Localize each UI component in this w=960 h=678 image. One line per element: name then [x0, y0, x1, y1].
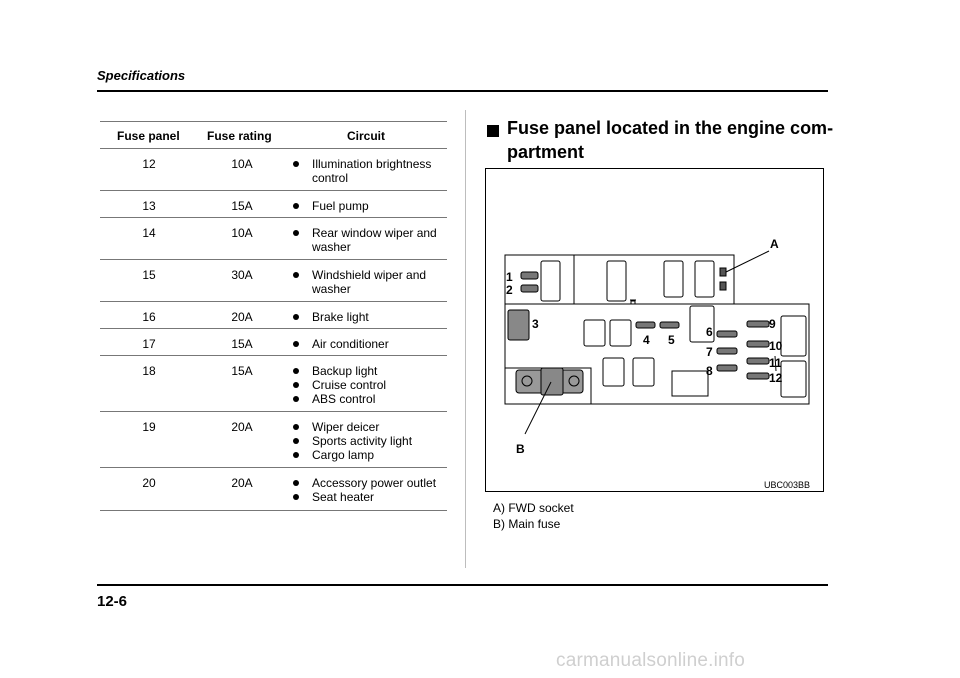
col-circuit: Circuit — [347, 129, 386, 143]
cell-fuse-panel: 19 — [142, 420, 156, 434]
fwd-socket — [720, 268, 726, 276]
table-row — [100, 302, 447, 329]
cell-fuse-panel: 17 — [142, 337, 156, 351]
circuit-item: Wiper deicer — [288, 420, 447, 434]
circuit-item: Rear window wiper and washer — [288, 226, 447, 254]
cell-fuse-rating: 10A — [231, 226, 253, 240]
column-divider — [465, 110, 466, 568]
fuse-11 — [747, 358, 769, 364]
relay — [607, 261, 626, 301]
cell-circuit — [288, 420, 447, 462]
relay — [781, 361, 806, 397]
circuit-item: ABS control — [288, 392, 447, 406]
table-header — [100, 121, 447, 149]
circuit-item: Accessory power outlet — [288, 476, 447, 490]
cell-fuse-rating: 15A — [231, 199, 253, 213]
circuit-item: Sports activity light — [288, 434, 447, 448]
table-row — [100, 356, 447, 412]
table-row — [100, 468, 447, 511]
cell-fuse-panel: 14 — [142, 226, 156, 240]
fuse-table — [100, 121, 447, 511]
running-header: Specifications — [97, 68, 186, 83]
header-rule — [97, 90, 828, 92]
section-title — [507, 116, 837, 164]
fuse-1 — [521, 272, 538, 279]
label-b: B — [516, 442, 525, 456]
cell-fuse-panel: 20 — [142, 476, 156, 490]
num-5: 5 — [668, 333, 675, 347]
upper-left-block — [505, 255, 574, 304]
circuit-item: Backup light — [288, 364, 447, 378]
num-1: 1 — [506, 270, 513, 284]
fuse-6 — [717, 331, 737, 337]
table-row — [100, 191, 447, 218]
circuit-item: Fuel pump — [288, 199, 447, 213]
fuse-3 — [508, 310, 529, 340]
relay — [695, 261, 714, 297]
cell-circuit — [288, 364, 447, 406]
cell-circuit — [288, 310, 447, 324]
num-7: 7 — [706, 345, 713, 359]
circuit-item: Seat heater — [288, 490, 447, 504]
cell-fuse-rating: 30A — [231, 268, 253, 282]
cell-circuit — [288, 337, 447, 351]
cell-circuit — [288, 157, 447, 185]
cell-fuse-rating: 15A — [231, 364, 253, 378]
caption-b: B) Main fuse — [493, 517, 561, 531]
num-3: 3 — [532, 317, 539, 331]
fuse-9 — [747, 321, 769, 327]
fuse-panel-diagram — [485, 168, 824, 492]
cell-circuit — [288, 476, 447, 504]
fuse-4 — [636, 322, 655, 328]
cell-fuse-panel: 13 — [142, 199, 156, 213]
label-a: A — [770, 237, 779, 251]
relay — [672, 371, 708, 396]
fuse-8 — [717, 365, 737, 371]
table-row — [100, 218, 447, 260]
fuse-2 — [521, 285, 538, 292]
col-fuse-panel: Fuse panel — [117, 129, 180, 143]
num-11: 11 — [769, 356, 782, 370]
fuse-10 — [747, 341, 769, 347]
cell-fuse-rating: 20A — [231, 476, 253, 490]
num-6: 6 — [706, 325, 713, 339]
fuse-7 — [717, 348, 737, 354]
figure-captions — [493, 500, 574, 532]
relay — [781, 316, 806, 356]
cell-fuse-rating: 20A — [231, 310, 253, 324]
cell-fuse-panel: 15 — [142, 268, 156, 282]
cell-fuse-panel: 16 — [142, 310, 156, 324]
section-title-line-2: partment — [507, 142, 585, 162]
page-number: 12-6 — [97, 593, 128, 610]
leader-a — [726, 251, 769, 272]
num-9: 9 — [769, 317, 776, 331]
cell-fuse-rating: 20A — [231, 420, 253, 434]
watermark: carmanualsonline.info — [556, 650, 746, 671]
circuit-item: Air conditioner — [288, 337, 447, 351]
circuit-item: Brake light — [288, 310, 447, 324]
cell-fuse-rating: 15A — [231, 337, 253, 351]
relay — [664, 261, 683, 297]
relay — [584, 320, 605, 346]
table-row — [100, 329, 447, 356]
num-2: 2 — [506, 283, 513, 297]
table-row — [100, 412, 447, 468]
relay — [633, 358, 654, 386]
caption-a: A) FWD socket — [493, 501, 574, 515]
table-row — [100, 149, 447, 191]
table-row — [100, 260, 447, 302]
cell-fuse-panel: 18 — [142, 364, 156, 378]
relay — [610, 320, 631, 346]
cell-fuse-panel: 12 — [142, 157, 156, 171]
table-body — [100, 149, 447, 511]
circuit-item: Cargo lamp — [288, 448, 447, 462]
col-fuse-rating: Fuse rating — [207, 129, 272, 143]
circuit-item: Cruise control — [288, 378, 447, 392]
cell-circuit — [288, 226, 447, 254]
circuit-item: Windshield wiper and washer — [288, 268, 447, 296]
num-10: 10 — [769, 339, 783, 353]
relay — [603, 358, 624, 386]
num-12: 12 — [769, 371, 783, 385]
num-4: 4 — [643, 333, 650, 347]
main-fuse-body — [541, 368, 563, 395]
fuse-12 — [747, 373, 769, 379]
circuit-item: Illumination brightness control — [288, 157, 447, 185]
footer-rule — [97, 584, 828, 586]
num-8: 8 — [706, 364, 713, 378]
cell-circuit — [288, 268, 447, 296]
cell-circuit — [288, 199, 447, 213]
cell-fuse-rating: 10A — [231, 157, 253, 171]
section-title-line-1: Fuse panel located in the engine com- — [507, 118, 834, 138]
fuse-5 — [660, 322, 679, 328]
relay — [541, 261, 560, 301]
figure-code: UBC003BB — [764, 480, 811, 490]
fwd-socket — [720, 282, 726, 290]
section-square-icon — [487, 125, 499, 137]
